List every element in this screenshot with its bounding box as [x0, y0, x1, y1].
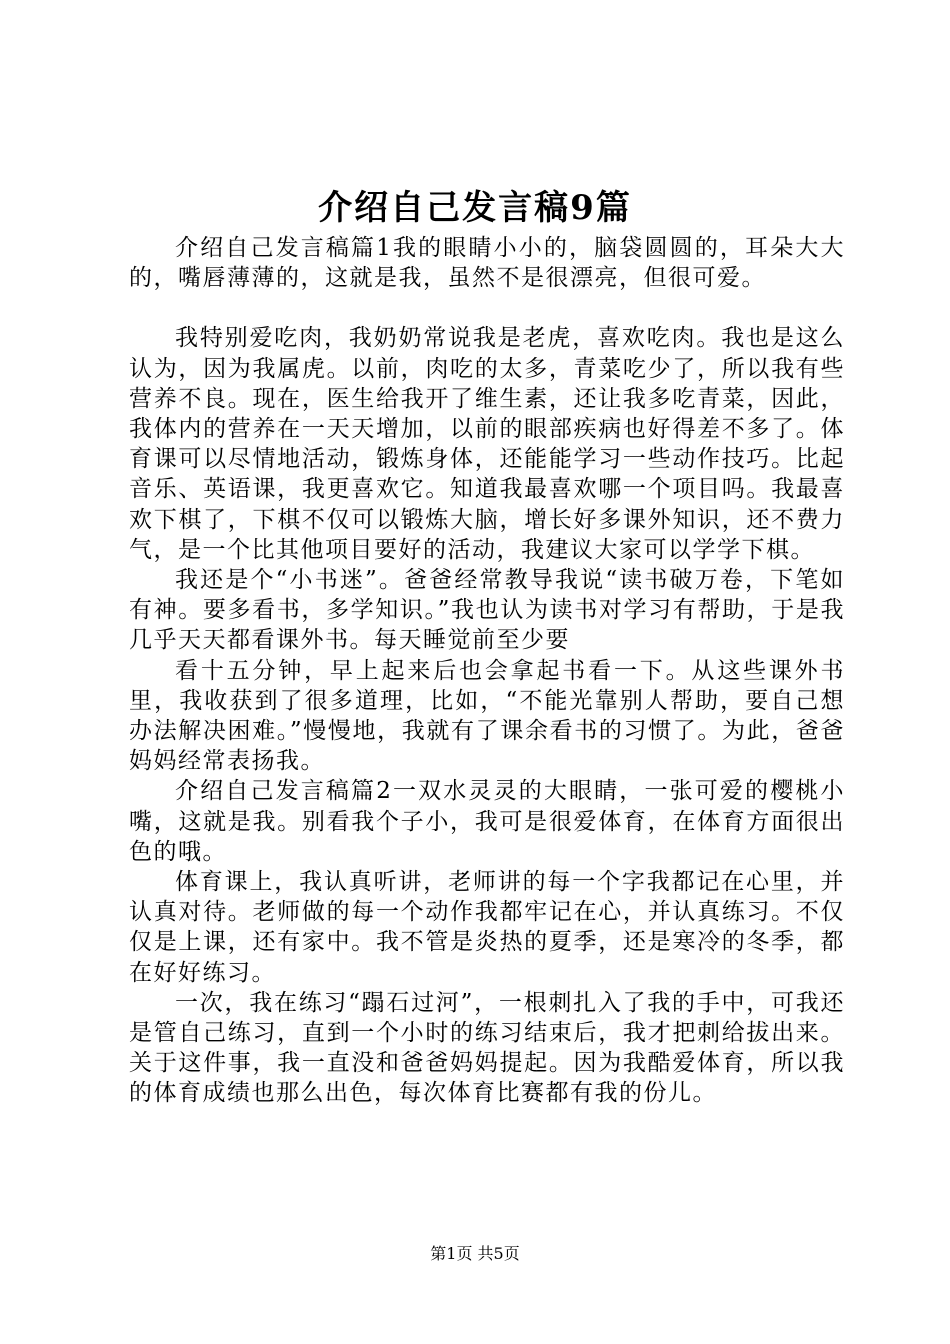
page-number-footer: 第1页 共5页 — [430, 1244, 520, 1263]
paragraph-3: 我还是个“小书迷”。爸爸经常教导我说“读书破万卷，下笔如有神。要多看书，多学知识。”我也认为读书对学习有帮助，于是我几乎天天都看课外书。每天睡觉前至少要 — [129, 567, 845, 654]
paragraph-6: 体育课上，我认真听讲，老师讲的每一个字我都记在心里，并认真对待。老师做的每一个动作我都牢记在心，并认真练习。不仅仅是上课，还有家中。我不管是炎热的夏季，还是寒冷的冬季，都在好好练习。 — [129, 869, 845, 986]
document-body — [129, 233, 845, 1109]
paragraph-4: 看十五分钟，早上起来后也会拿起书看一下。从这些课外书里，我收获到了很多道理，比如，“不能光靠别人帮助，要自己想办法解决困难。”慢慢地，我就有了课余看书的习惯了。为此，爸爸妈妈经常表扬我。 — [129, 657, 845, 775]
paragraph-2: 我特别爱吃肉，我奶奶常说我是老虎，喜欢吃肉。我也是这么认为，因为我属虎。以前，肉吃的太多，青菜吃少了，所以我有些营养不良。现在，医生给我开了维生素，还让我多吃青菜，因此，我体内的营养在一天天增加，以前的眼部疾病也好得差不多了。体育课可以尽情地活动，锻炼身体，还能能学习一些动作技巧。比起音乐、英语课，我更喜欢它。知道我最喜欢哪一个项目吗。我最喜欢下棋了，下棋不仅可以锻炼大脑，增长好多课外知识，还不费力气，是一个比其他项目要好的活动，我建议大家可以学学下棋。 — [129, 325, 845, 563]
paragraph-gap — [129, 293, 845, 323]
paragraph-1: 介绍自己发言稿篇1我的眼睛小小的，脑袋圆圆的，耳朵大大的，嘴唇薄薄的，这就是我，虽然不是很漂亮，但很可爱。 — [129, 235, 845, 292]
paragraph-7: 一次，我在练习“蹋石过河”，一根刺扎入了我的手中，可我还是管自己练习，直到一个小时的练习结束后，我才把刺给拔出来。关于这件事，我一直没和爸爸妈妈提起。因为我酷爱体育，所以我的体育成绩也那么出色，每次体育比赛都有我的份儿。 — [129, 989, 845, 1107]
document-title: 介绍自己发言稿9篇 — [318, 188, 632, 228]
paragraph-5: 介绍自己发言稿篇2一双水灵灵的大眼睛，一张可爱的樱桃小嘴，这就是我。别看我个子小，我可是很爱体育，在体育方面很出色的哦。 — [129, 778, 845, 865]
